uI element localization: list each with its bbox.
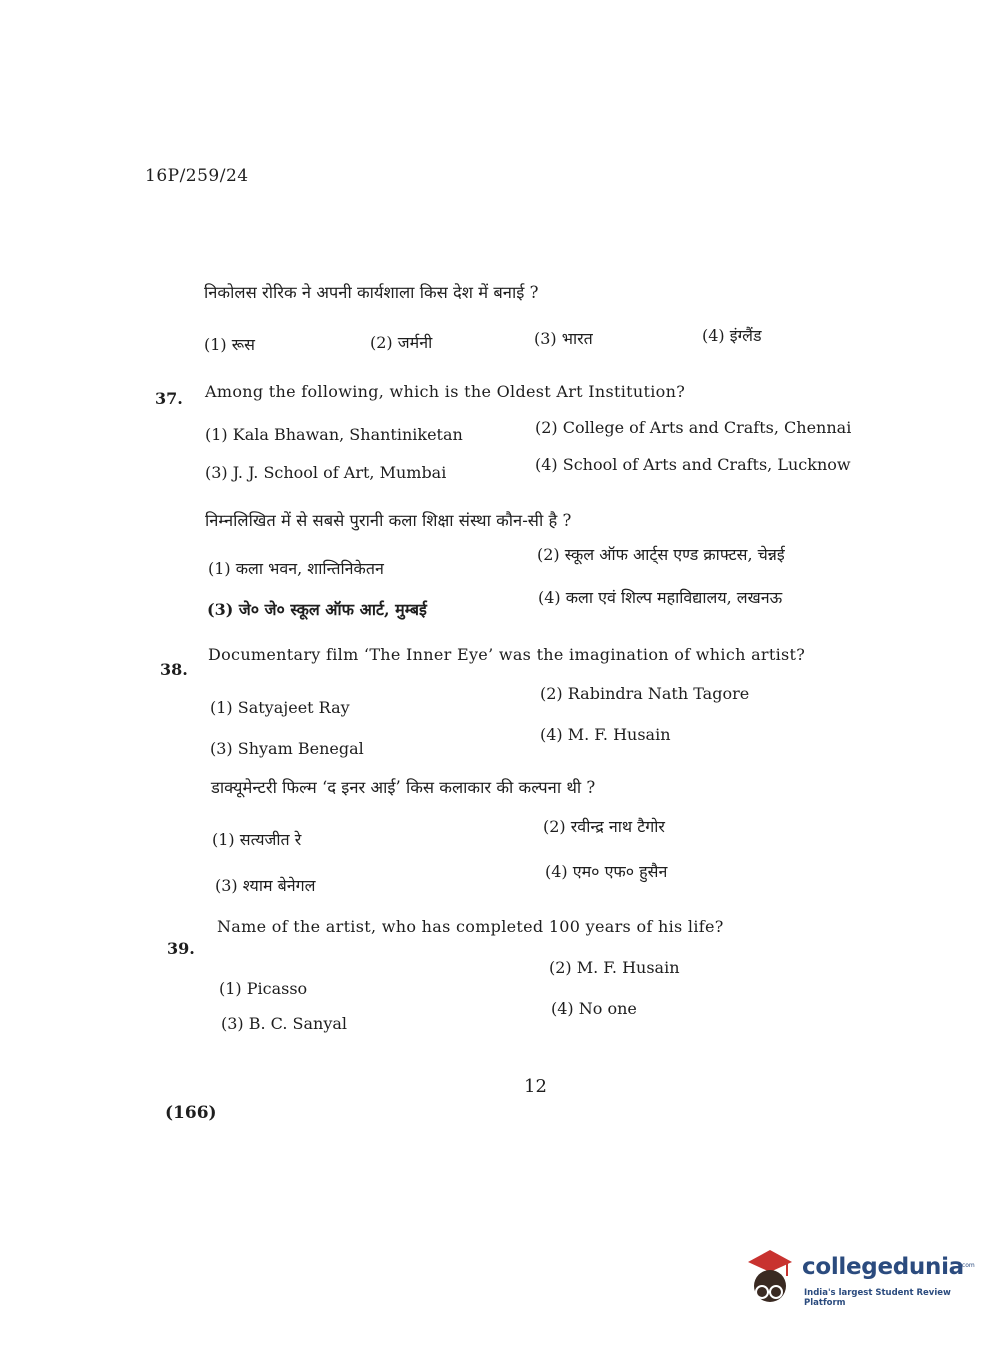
q39-option-en-2: (2) M. F. Husain xyxy=(549,958,680,977)
q39-option-en-1: (1) Picasso xyxy=(219,979,308,998)
q38-option-hi-4: (4) एम० एफ० हुसैन xyxy=(545,862,668,881)
paper-code: 16P/259/24 xyxy=(145,166,249,186)
q38-option-hi-1: (1) सत्यजीत रे xyxy=(212,830,302,849)
q38-option-hi-3: (3) श्याम बेनेगल xyxy=(215,876,316,895)
q39-option-en-4: (4) No one xyxy=(551,999,637,1018)
q37-option-en-3: (3) J. J. School of Art, Mumbai xyxy=(205,463,447,482)
q36-option-1: (1) रूस xyxy=(204,335,255,354)
page-number: 12 xyxy=(524,1076,547,1097)
q37-hindi-text: निम्नलिखित में से सबसे पुरानी कला शिक्षा संस्था कौन-सी है ? xyxy=(205,511,572,530)
q39-number: 39. xyxy=(167,939,195,958)
q37-option-hi-1: (1) कला भवन, शान्तिनिकेतन xyxy=(208,559,384,578)
q38-option-en-1: (1) Satyajeet Ray xyxy=(210,698,350,717)
collegedunia-logo xyxy=(742,1248,975,1314)
brand-dot-com: .com xyxy=(960,1262,975,1269)
q37-english-text: Among the following, which is the Oldest Art Institution? xyxy=(205,382,686,401)
booklet-code: (166) xyxy=(165,1103,217,1123)
q38-hindi-text: डाक्यूमेन्टरी फिल्म ‘द इनर आई’ किस कलाकार की कल्पना थी ? xyxy=(211,778,596,797)
q37-option-en-2: (2) College of Arts and Crafts, Chennai xyxy=(535,418,852,437)
q37-number: 37. xyxy=(155,389,183,408)
q38-english-text: Documentary film ‘The Inner Eye’ was the imagination of which artist? xyxy=(208,645,806,664)
q36-option-4: (4) इंग्लैंड xyxy=(702,326,762,345)
q38-option-en-3: (3) Shyam Benegal xyxy=(210,739,364,758)
q37-option-hi-3: (3) जे० जे० स्कूल ऑफ आर्ट, मुम्बई xyxy=(207,600,427,619)
q36-option-2: (2) जर्मनी xyxy=(370,333,433,352)
q36-option-3: (3) भारत xyxy=(534,329,593,348)
q38-number: 38. xyxy=(160,660,188,679)
q38-option-hi-2: (2) रवीन्द्र नाथ टैगोर xyxy=(543,817,665,836)
q37-option-hi-2: (2) स्कूल ऑफ आर्ट्स एण्ड क्राफ्टस, चेन्नई xyxy=(537,545,785,564)
q38-option-en-2: (2) Rabindra Nath Tagore xyxy=(540,684,750,703)
q39-english-text: Name of the artist, who has completed 100 years of his life? xyxy=(217,917,724,936)
q38-option-en-4: (4) M. F. Husain xyxy=(540,725,671,744)
brand-name: collegedunia xyxy=(802,1254,964,1280)
q36-hindi-text: निकोलस रोरिक ने अपनी कार्यशाला किस देश में बनाई ? xyxy=(204,283,539,302)
brand-tagline: India's largest Student Review Platform xyxy=(804,1288,951,1308)
q37-option-hi-4: (4) कला एवं शिल्प महाविद्यालय, लखनऊ xyxy=(538,588,783,607)
q39-option-en-3: (3) B. C. Sanyal xyxy=(221,1014,348,1033)
q37-option-en-4: (4) School of Arts and Crafts, Lucknow xyxy=(535,455,851,474)
q37-option-en-1: (1) Kala Bhawan, Shantiniketan xyxy=(205,425,463,444)
mascot-icon xyxy=(742,1248,800,1314)
